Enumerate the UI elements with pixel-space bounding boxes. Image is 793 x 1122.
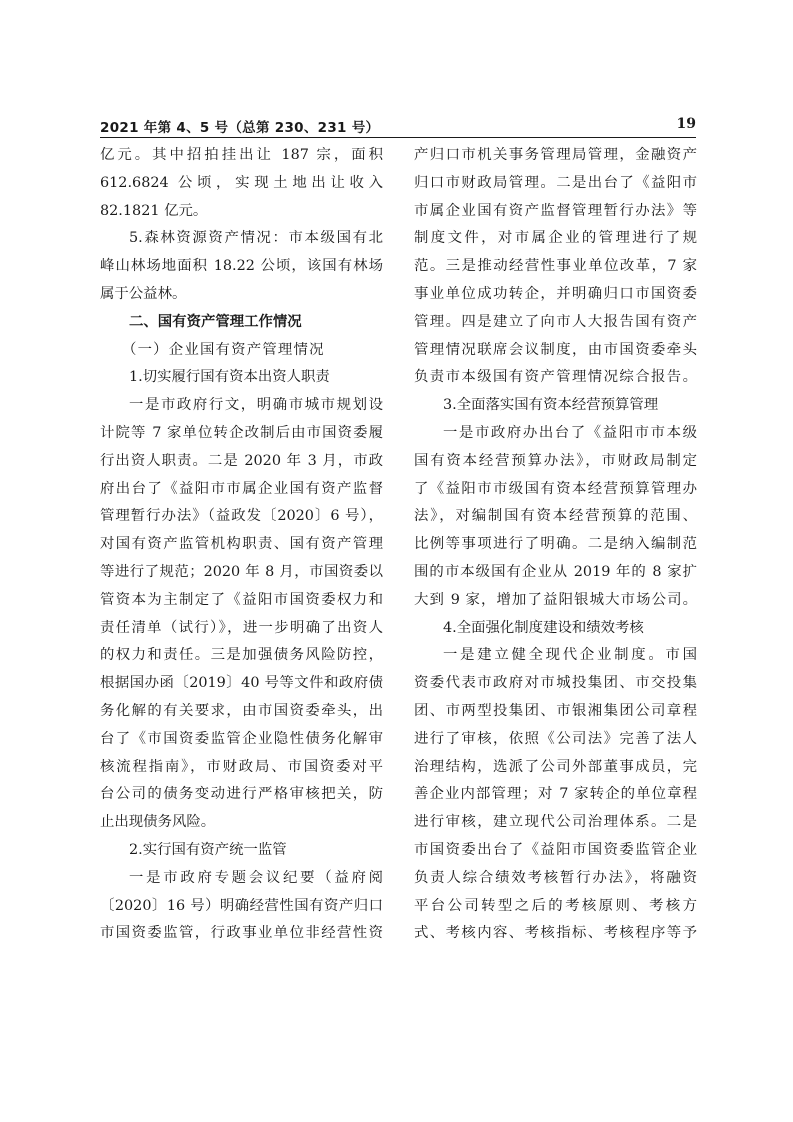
page-header	[100, 116, 696, 136]
section-heading: 二、国有资产管理工作情况	[129, 313, 302, 330]
text-line: 平台公司转型之后的考核原则、考核方	[414, 897, 697, 914]
text-line: 市国资委出台了《益阳市国资委监管企业	[414, 841, 697, 858]
text-line: 台了《市国资委监管企业隐性债务化解审	[100, 730, 383, 747]
section-heading: （一）企业国有资产管理情况	[122, 341, 325, 358]
left-column	[100, 142, 383, 948]
text-line: 管理暂行办法》（益政发〔2020〕6 号），	[100, 508, 383, 525]
text-line: 亿元。其中招拍挂出让 187 宗，面积	[100, 147, 383, 163]
text-line: 属于公益林。	[100, 285, 187, 302]
text-line: 止出现债务风险。	[100, 814, 216, 831]
text-line: 事业单位成功转企，并明确归口市国资委	[414, 285, 697, 302]
text-line: 612.6824 公顷，实现土地出让收入	[100, 174, 383, 191]
text-line: 一是建立健全现代企业制度。市国	[443, 647, 697, 664]
text-line: 4.全面强化制度建设和绩效考核	[443, 619, 644, 636]
text-line: 的权力和责任。三是加强债务风险防控，	[100, 647, 383, 664]
text-line: 负责人综合绩效考核暂行办法》，将融资	[414, 869, 697, 886]
text-line: 治理结构，选派了公司外部董事成员，完	[414, 758, 697, 775]
text-line: 府出台了《益阳市市属企业国有资产监督	[100, 480, 383, 497]
text-line: 等进行了规范；2020 年 8 月，市国资委以	[100, 563, 383, 580]
text-line: 3.全面落实国有资本经营预算管理	[443, 397, 659, 414]
text-line: 国有资本经营预算办法》，市财政局制定	[414, 452, 697, 469]
text-line: 管资本为主制定了《益阳市国资委权力和	[100, 591, 383, 608]
text-line: 法》，对编制国有资本经营预算的范围、	[414, 508, 697, 525]
text-line: 围的市本级国有企业从 2019 年的 8 家扩	[414, 563, 697, 580]
text-line: 负责市本级国有资产管理情况综合报告。	[414, 369, 697, 386]
text-line: 计院等 7 家单位转企改制后由市国资委履	[100, 424, 383, 441]
text-line: 1.切实履行国有资本出资人职责	[129, 369, 330, 386]
right-column	[414, 142, 697, 948]
text-line: 善企业内部管理；对 7 家转企的单位章程	[414, 786, 697, 803]
text-line: 2.实行国有资产统一监管	[129, 841, 287, 858]
text-line: 一是市政府行文，明确市城市规划设	[129, 397, 383, 414]
text-line: 台公司的债务变动进行严格审核把关，防	[100, 786, 383, 803]
text-line: 对国有资产监管机构职责、国有资产管理	[100, 536, 383, 553]
text-line: 比例等事项进行了明确。二是纳入编制范	[414, 536, 697, 553]
text-line: 一是市政府办出台了《益阳市市本级	[443, 424, 697, 441]
text-line: 市属企业国有资产监督管理暂行办法》等	[414, 202, 697, 219]
text-line: 大到 9 家，增加了益阳银城大市场公司。	[414, 591, 697, 608]
text-line: 峰山林场地面积 18.22 公顷，该国有林场	[100, 258, 383, 275]
text-line: 范。三是推动经营性事业单位改革，7 家	[414, 258, 697, 275]
text-line: 一是市政府专题会议纪要（益府阅	[129, 869, 383, 886]
text-line: 管理情况联席会议制度，由市国资委牵头	[414, 341, 697, 358]
text-line: 82.1821 亿元。	[100, 202, 208, 219]
text-line: 产归口市机关事务管理局管理，金融资产	[414, 147, 697, 163]
text-line: 核流程指南》，市财政局、市国资委对平	[100, 758, 383, 775]
page-number: 19	[676, 116, 696, 132]
text-line: 进行了审核，依照《公司法》完善了法人	[414, 730, 697, 747]
text-line: 根据国办函〔2019〕40 号等文件和政府债	[100, 675, 383, 692]
text-line: 归口市财政局管理。二是出台了《益阳市	[414, 174, 697, 191]
text-line: 制度文件，对市属企业的管理进行了规	[414, 230, 697, 247]
text-line: 行出资人职责。二是 2020 年 3 月，市政	[100, 452, 383, 469]
header-rule	[100, 137, 696, 138]
text-line: 5.森林资源资产情况：市本级国有北	[129, 230, 383, 247]
text-line: 〔2020〕16 号）明确经营性国有资产归口	[100, 897, 383, 914]
text-line: 务化解的有关要求，由市国资委牵头，出	[100, 702, 383, 719]
text-line: 了《益阳市市级国有资本经营预算管理办	[414, 480, 697, 497]
text-line: 责任清单（试行）》，进一步明确了出资人	[100, 619, 383, 636]
text-line: 资委代表市政府对市城投集团、市交投集	[414, 675, 697, 692]
text-line: 市国资委监管，行政事业单位非经营性资	[100, 925, 383, 942]
journal-issue: 2021 年第 4、5 号（总第 230、231 号）	[100, 120, 380, 136]
text-line: 管理。四是建立了向市人大报告国有资产	[414, 313, 697, 330]
text-line: 团、市两型投集团、市银湘集团公司章程	[414, 702, 697, 719]
text-line: 式、考核内容、考核指标、考核程序等予	[414, 925, 697, 942]
text-line: 进行审核，建立现代公司治理体系。二是	[414, 814, 697, 831]
